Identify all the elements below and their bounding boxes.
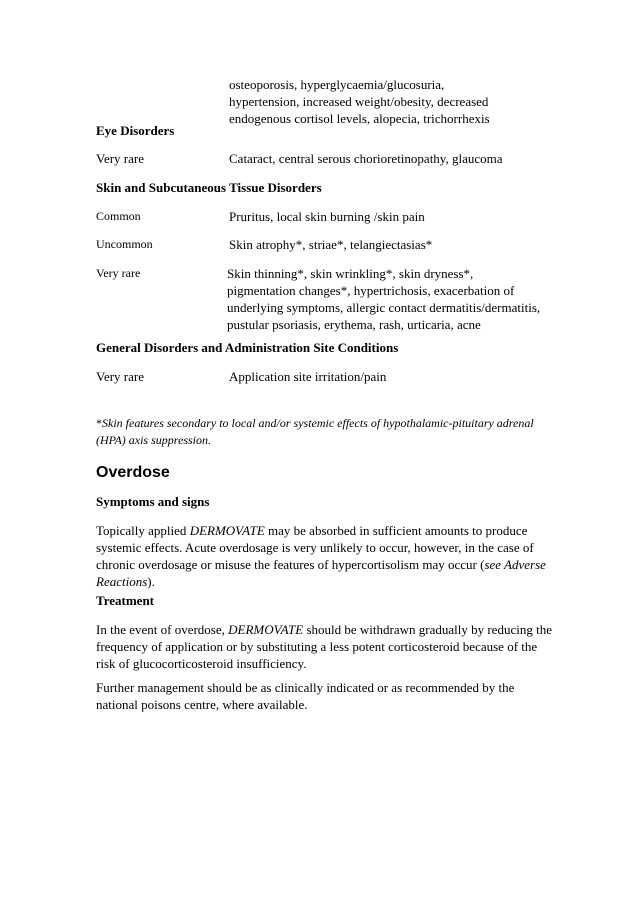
effects-line: hypertension, increased weight/obesity, decreased — [229, 94, 489, 109]
text-run: may be absorbed in sufficient amounts to produce systemic effects. Acute overdosage is very unlikely to occur, however, in the case of chronic overdosage or misuse the features of hypercortisolism may occur ( — [96, 523, 534, 572]
effects-line: pustular psoriasis, erythema, rash, urticaria, acne — [227, 317, 481, 332]
eye-disorders-heading: Eye Disorders — [96, 123, 175, 138]
footnote-text: Skin features secondary to local and/or systemic effects of hypothalamic-pituitary adrenal — [102, 416, 534, 430]
footnote-star: * — [96, 416, 102, 430]
cross-reference: see Adverse Reactions — [96, 557, 546, 589]
overdose-title: Overdose — [96, 464, 170, 481]
continued-effects — [229, 76, 559, 127]
general-effects: Application site irritation/pain — [229, 369, 387, 384]
symptoms-heading: Symptoms and signs — [96, 494, 210, 509]
treatment-paragraph — [96, 621, 556, 672]
skin-disorders-heading: Skin and Subcutaneous Tissue Disorders — [96, 180, 322, 195]
effects-line: pigmentation changes*, hypertrichosis, exacerbation of — [227, 283, 515, 298]
skin-frequency-common: Common — [96, 209, 141, 223]
text-run: ). — [147, 574, 155, 589]
footnote-line — [96, 415, 566, 432]
text-run: In the event of overdose, — [96, 622, 229, 637]
effects-line: osteoporosis, hyperglycaemia/glucosuria, — [229, 77, 445, 92]
eye-frequency: Very rare — [96, 151, 144, 166]
skin-effects-uncommon: Skin atrophy*, striae*, telangiectasias* — [229, 237, 433, 252]
footnote-text: (HPA) axis suppression. — [96, 433, 211, 447]
skin-effects-very-rare — [227, 265, 567, 333]
general-disorders-heading: General Disorders and Administration Site Conditions — [96, 340, 399, 355]
footnote — [96, 415, 566, 449]
drug-name: DERMOVATE — [228, 622, 304, 637]
skin-frequency-uncommon: Uncommon — [96, 237, 153, 251]
effects-line: underlying symptoms, allergic contact dermatitis/dermatitis, — [227, 300, 541, 315]
general-frequency: Very rare — [96, 369, 144, 384]
effects-line: endogenous cortisol levels, alopecia, trichorrhexis — [229, 111, 490, 126]
treatment-heading: Treatment — [96, 593, 154, 608]
footnote-line — [96, 432, 566, 449]
skin-effects-common: Pruritus, local skin burning /skin pain — [229, 209, 425, 224]
symptoms-paragraph — [96, 522, 556, 590]
skin-frequency-very-rare: Very rare — [96, 266, 141, 280]
drug-name: DERMOVATE — [189, 523, 265, 538]
further-management-paragraph: Further management should be as clinically indicated or as recommended by the national poisons centre, where available. — [96, 680, 515, 712]
text-run: Topically applied — [96, 523, 190, 538]
eye-effects: Cataract, central serous chorioretinopathy, glaucoma — [229, 151, 503, 166]
text-run: should be withdrawn gradually by reducing the frequency of application or by substituting a less potent corticosteroid because of the risk of glucocorticosteroid insufficiency. — [96, 622, 552, 671]
effects-line: Skin thinning*, skin wrinkling*, skin dryness*, — [227, 266, 474, 281]
